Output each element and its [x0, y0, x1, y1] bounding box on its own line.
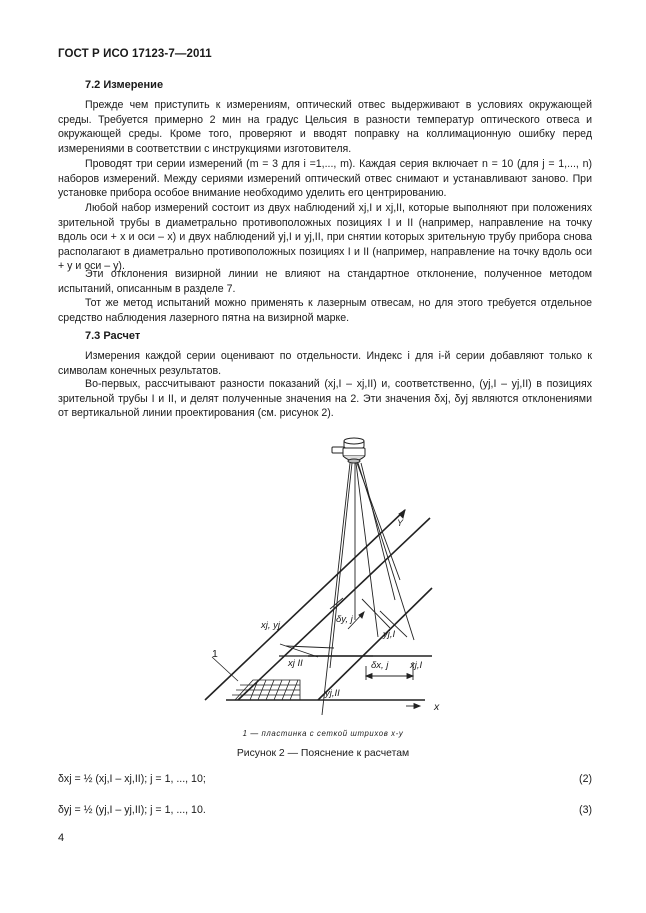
grid-plate [212, 657, 300, 700]
section-72-paragraph-1: Прежде чем приступить к измерениям, оптический отвес выдерживают в условиях окружающей среды. Требуется примерно 2 мин на градус Цельсия в разности температур оптического отвеса и окружающей среды. Кроме того, проверяют и вводят поправку на коллимационную ошибку перед измерениями в соответствии с инструкциями изготовителя. [58, 99, 592, 155]
section-73-paragraph-2: Во-первых, рассчитывают разности показаний (xj,I – xj,II) и, соответственно, (yj,I – yj,II) в позициях зрительной трубы I и II, и делят полученные значения на 2. Эти значения δxj, δyj являются отклонениями от вертикальной линии проектирования (см. рисунок 2). [58, 378, 592, 420]
document-header: ГОСТ Р ИСО 17123-7—2011 [58, 48, 212, 60]
figure-caption: Рисунок 2 — Пояснение к расчетам [236, 748, 410, 759]
equation-2-number: (2) [579, 773, 592, 785]
page-number: 4 [58, 832, 65, 844]
equation-3-formula: δyj = ½ (yj,I – yj,II); j = 1, ..., 10. [58, 804, 206, 816]
section-73-title: 7.3 Расчет [85, 330, 141, 342]
yj-II-label: yj,II [325, 688, 340, 699]
section-72-paragraph-3: Любой набор измерений состоит из двух наблюдений xj,I и xj,II, которые выполняют при положениях зрительной трубы в диаметрально противоположных позициях I и II (например, направление на точку вдоль оси + x и оси – x) и двух наблюдений yj,I и yj,II, при снятии которых зрительную трубу прибора снова располагают в диаметрально противоположных позициях I и II (например, направление на точку вдоль оси + y и оси – y). [58, 202, 592, 273]
section-73-paragraph-1: Измерения каждой серии оценивают по отдельности. Индекс i для i-й серии добавляют только к символам конечных результатов. [58, 350, 592, 377]
xj-I-label: xj,I [410, 660, 423, 671]
section-72-paragraph-4: Эти отклонения визирной линии не влияют на стандартное отклонение, полученное методом испытаний, описанным в разделе 7. [58, 268, 592, 295]
axes [205, 510, 432, 700]
delta-yj-label: δy, j [336, 614, 353, 625]
delta-xj-label: δx, j [371, 660, 389, 671]
section-72-paragraph-5: Тот же метод испытаний можно применять к лазерным отвесам, но для этого требуется отдельное средство наблюдения лазерного пятна на визирной марке. [58, 297, 592, 324]
xj-II-label: xj II [288, 658, 303, 669]
yj-I-label: yj,I [383, 629, 396, 640]
equation-3 [58, 798, 592, 822]
equation-2-formula: δxj = ½ (xj,I – xj,II); j = 1, ..., 10; [58, 773, 206, 785]
equation-3-number: (3) [579, 804, 592, 816]
optical-plummet-icon [332, 438, 365, 463]
callout-1-label: 1 [212, 648, 218, 660]
section-72-title: 7.2 Измерение [85, 79, 164, 91]
xj-yj-label: xj, yj [261, 620, 280, 631]
x-axis-label: x [434, 701, 440, 713]
figure-legend: 1 — пластинка с сеткой штрихов x-y [242, 729, 404, 738]
equation-2 [58, 767, 592, 791]
delta-arrows [348, 510, 420, 709]
y-axis-label: Y [397, 518, 404, 528]
section-72-paragraph-2: Проводят три серии измерений (m = 3 для i =1,..., m). Каждая серия включает n = 10 (для j = 1,..., n) наборов измерений. Между сериями измерений оптический отвес снимают и устанавливают заново. При установке прибора особое внимание необходимо уделить его центрированию. [58, 158, 592, 200]
